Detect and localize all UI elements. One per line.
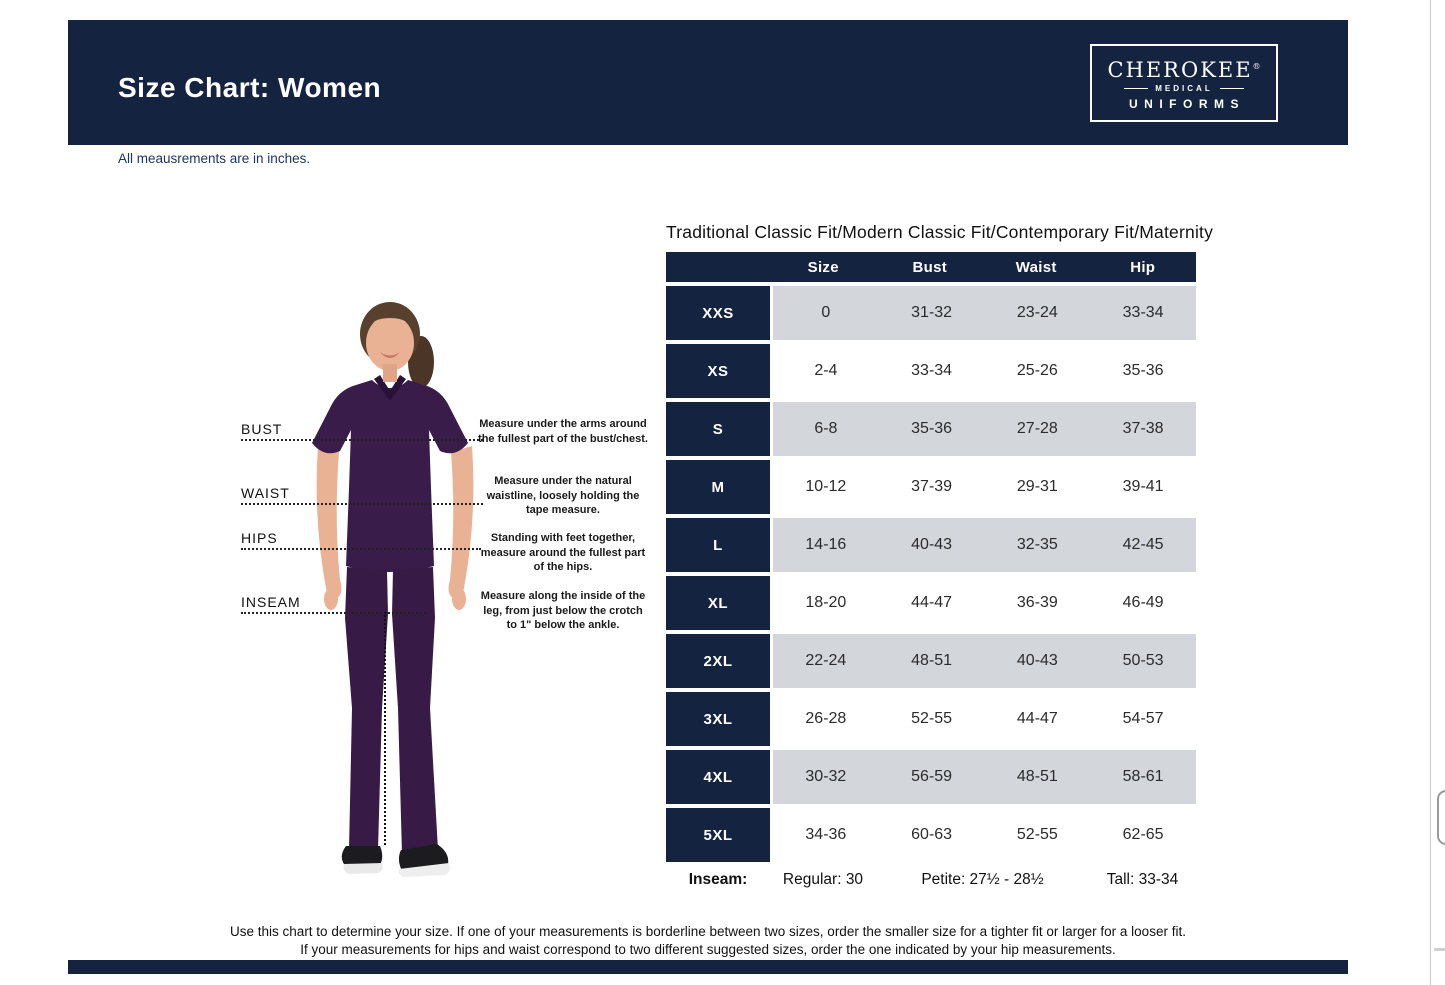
size-label-cell: 5XL <box>666 808 770 862</box>
size-label-cell: XL <box>666 576 770 630</box>
hip-value: 39-41 <box>1122 478 1164 495</box>
inseam-tall: Tall: 33-34 <box>1106 871 1179 888</box>
hip-value: 37-38 <box>1122 420 1164 437</box>
bust-value: 52-55 <box>911 710 953 727</box>
hip-value: 50-53 <box>1122 652 1164 669</box>
table-row <box>666 402 1196 456</box>
model-illustration <box>290 288 500 898</box>
shoes <box>342 844 450 877</box>
logo-brand-text: CHEROKEE® <box>1107 57 1261 82</box>
table-title: Traditional Classic Fit/Modern Classic Fit/Contemporary Fit/Maternity <box>666 222 1214 242</box>
measurement-line-inseam <box>241 612 426 614</box>
measurement-desc-waist: Measure under the natural waistline, loosely holding the tape measure. <box>486 475 640 516</box>
table-header-row <box>666 252 1196 282</box>
hip-value: 58-61 <box>1122 768 1164 785</box>
measurement-units-note: All meausrements are in inches. <box>118 151 311 166</box>
size-value: 26-28 <box>805 710 847 727</box>
inseam-regular: Regular: 30 <box>782 871 864 888</box>
size-value: 6-8 <box>814 420 838 437</box>
measurement-desc-inseam: Measure along the inside of the leg, from just below the crotch to 1" below the ankle. <box>480 590 646 631</box>
column-header-waist: Waist <box>1015 258 1057 276</box>
table-row <box>666 518 1196 572</box>
table-row <box>666 344 1196 398</box>
table-row <box>666 286 1196 340</box>
bust-value: 48-51 <box>911 652 953 669</box>
hip-value: 54-57 <box>1122 710 1164 727</box>
size-label-cell: L <box>666 518 770 572</box>
bust-value: 37-39 <box>911 478 953 495</box>
bottom-divider-bar <box>68 960 1348 974</box>
hip-value: 33-34 <box>1122 304 1164 321</box>
waist-value: 36-39 <box>1016 594 1058 611</box>
size-value: 14-16 <box>805 536 847 553</box>
size-value: 10-12 <box>805 478 847 495</box>
waist-value: 32-35 <box>1016 536 1058 553</box>
waist-value: 23-24 <box>1016 304 1058 321</box>
column-header-bust: Bust <box>912 258 948 276</box>
measurement-label-inseam: INSEAM <box>241 594 301 610</box>
registered-mark: ® <box>1252 61 1261 71</box>
waist-value: 25-26 <box>1016 362 1058 379</box>
logo-medical-label: MEDICAL <box>1155 83 1213 93</box>
measurement-desc-hips: Standing with feet together, measure around the fullest part of the hips. <box>480 532 646 573</box>
edge-dash <box>1434 948 1445 951</box>
measurement-line-bust <box>241 439 483 441</box>
bust-value: 56-59 <box>911 768 953 785</box>
waist-value: 48-51 <box>1016 768 1058 785</box>
measurement-label-hips: HIPS <box>241 530 278 546</box>
bust-value: 60-63 <box>911 826 953 843</box>
partial-scroll-button[interactable] <box>1437 790 1445 845</box>
size-value: 18-20 <box>805 594 847 611</box>
column-header-hip: Hip <box>1130 258 1156 276</box>
table-row <box>666 692 1196 746</box>
size-value: 2-4 <box>814 362 838 379</box>
hip-value: 46-49 <box>1122 594 1164 611</box>
size-value: 30-32 <box>805 768 847 785</box>
measurement-desc-bust: Measure under the arms around the fullest part of the bust/chest. <box>478 418 648 445</box>
page-title: Size Chart: Women <box>118 72 382 103</box>
size-label-cell: S <box>666 402 770 456</box>
inseam-petite: Petite: 27½ - 28½ <box>921 871 1044 888</box>
size-label-cell: 3XL <box>666 692 770 746</box>
size-value: 22-24 <box>805 652 847 669</box>
table-row <box>666 634 1196 688</box>
size-label-cell: XXS <box>666 286 770 340</box>
inseam-row <box>666 862 1196 898</box>
size-label-cell: 2XL <box>666 634 770 688</box>
bust-value: 40-43 <box>911 536 953 553</box>
bust-value: 44-47 <box>911 594 953 611</box>
waist-value: 52-55 <box>1016 826 1058 843</box>
waist-value: 44-47 <box>1016 710 1058 727</box>
size-label-cell: XS <box>666 344 770 398</box>
waist-value: 29-31 <box>1016 478 1058 495</box>
size-value: 34-36 <box>805 826 847 843</box>
inseam-label: Inseam: <box>688 871 748 888</box>
hip-value: 42-45 <box>1122 536 1164 553</box>
table-row <box>666 460 1196 514</box>
logo-medical-row <box>1124 84 1243 93</box>
cherokee-logo <box>1090 44 1278 122</box>
hip-value: 35-36 <box>1122 362 1164 379</box>
logo-uniforms-label: UNIFORMS <box>1129 96 1245 111</box>
column-header-size: Size <box>807 258 839 276</box>
bust-value: 35-36 <box>911 420 953 437</box>
size-label-cell: 4XL <box>666 750 770 804</box>
header-bar <box>68 20 1348 145</box>
size-value: 0 <box>821 304 831 321</box>
table-row <box>666 750 1196 804</box>
footer-note <box>68 923 1348 958</box>
page-edge-line <box>1430 0 1431 985</box>
hip-value: 62-65 <box>1122 826 1164 843</box>
measurement-line-waist <box>241 503 483 505</box>
pants <box>345 567 438 854</box>
table-row <box>666 808 1196 862</box>
logo-rule-right <box>1220 88 1244 89</box>
measurement-label-bust: BUST <box>241 421 283 437</box>
logo-rule-left <box>1124 88 1148 89</box>
measurement-line-hips <box>241 548 481 550</box>
measurement-line-inseam-vertical <box>384 612 386 845</box>
size-label-cell: M <box>666 460 770 514</box>
bust-value: 31-32 <box>911 304 953 321</box>
footer-note-line1: Use this chart to determine your size. If one of your measurements is borderline between two sizes, order the smaller size for a tighter fit or larger for a looser fit. <box>230 924 1186 939</box>
waist-value: 27-28 <box>1016 420 1058 437</box>
footer-note-line2: If your measurements for hips and waist correspond to two different suggested sizes, order the one indicated by your hip measurements. <box>300 941 1116 957</box>
table-row <box>666 576 1196 630</box>
waist-value: 40-43 <box>1016 652 1058 669</box>
bust-value: 33-34 <box>911 362 953 379</box>
face <box>366 315 414 371</box>
measurement-label-waist: WAIST <box>241 485 290 501</box>
size-table <box>666 252 1196 862</box>
